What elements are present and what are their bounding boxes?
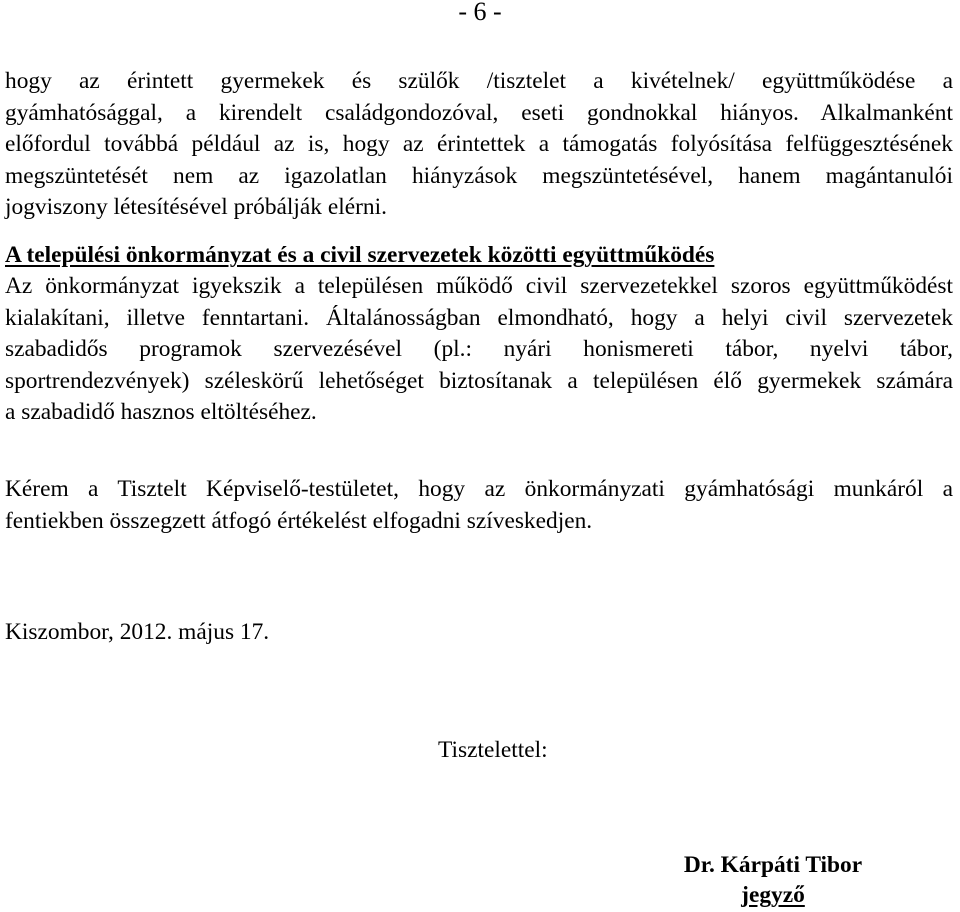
paragraph-line: megszüntetését nem az igazolatlan hiányzások megszüntetésével, hanem magántanulói (5, 162, 953, 189)
paragraph-line: Az önkormányzat igyekszik a településen működő civil szervezetekkel szoros együttműködést (5, 273, 953, 299)
section-paragraph (5, 271, 953, 429)
closing-salutation: Tisztelettel: (438, 737, 548, 763)
paragraph-line: fentiekben összegzett átfogó értékelést elfogadni szíveskedjen. (5, 507, 593, 534)
paragraph-line: sportrendezvények) széleskörű lehetőséget biztosítanak a településen élő gyermekek számára (5, 367, 953, 394)
signatory-title: jegyző (741, 882, 805, 908)
page-number: - 6 - (458, 0, 502, 26)
paragraph-line: Kérem a Tisztelt Képviselő-testületet, hogy az önkormányzati gyámhatósági munkáról a (5, 476, 953, 502)
signature-block (600, 850, 946, 910)
paragraph-line: előfordul továbbá például az is, hogy az érintettek a támogatás folyósítása felfüggesztésének (5, 131, 953, 158)
paragraph-line: szabadidős programok szervezésével (pl.: nyári honismereti tábor, nyelvi tábor, (5, 336, 953, 363)
paragraph-continuation (5, 66, 953, 224)
paragraph-line: kialakítani, illetve fenntartani. Általánosságban elmondható, hogy a helyi civil szervezetek (5, 304, 953, 331)
request-paragraph (5, 474, 953, 537)
place-and-date: Kiszombor, 2012. május 17. (5, 619, 270, 645)
paragraph-line: gyámhatósággal, a kirendelt családgondozóval, eseti gondnokkal hiányos. Alkalmanként (5, 99, 953, 126)
paragraph-line: a szabadidő hasznos eltöltéséhez. (5, 399, 317, 426)
paragraph-line: hogy az érintett gyermekek és szülők /tisztelet a kivételnek/ együttműködése a (5, 68, 953, 94)
paragraph-line: jogviszony létesítésével próbálják elérni. (5, 194, 387, 221)
signatory-name: Dr. Kárpáti Tibor (683, 852, 863, 878)
section-heading: A települési önkormányzat és a civil szervezetek közötti együttműködés (5, 242, 715, 268)
